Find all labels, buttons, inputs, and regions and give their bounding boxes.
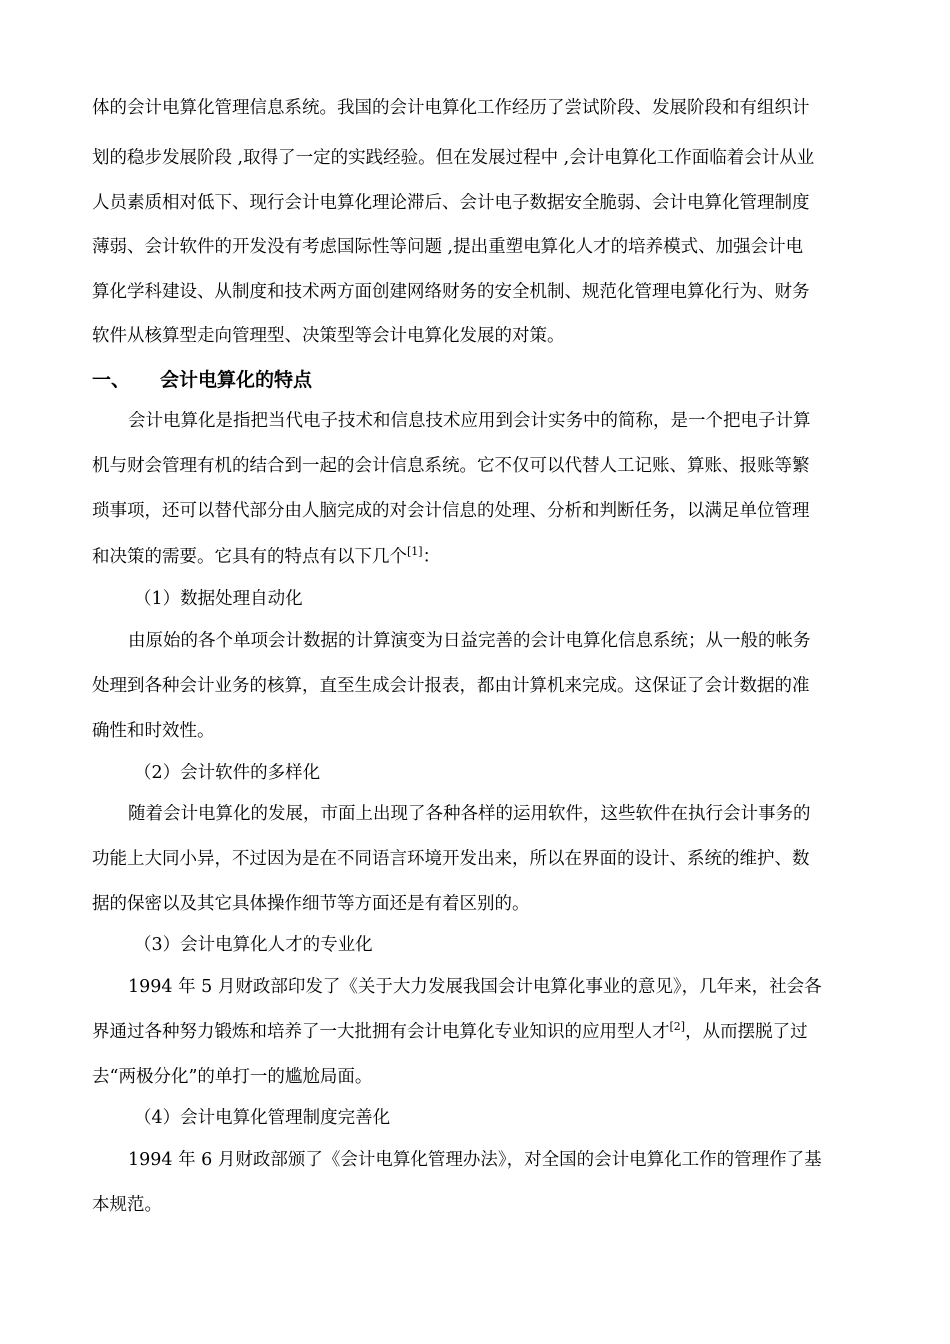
item-title: （1）数据处理自动化 — [134, 589, 303, 609]
definition-line: 机与财会管理有机的结合到一起的会计信息系统。它不仅可以代替人工记账、算账、报账等繁 — [92, 456, 810, 476]
citation-ref: [2] — [669, 1020, 686, 1033]
item-line: 据的保密以及其它具体操作细节等方面还是有着区别的。 — [92, 894, 530, 914]
citation-ref: [1] — [407, 545, 423, 558]
section-heading — [92, 368, 312, 392]
item-text: ，从而摆脱了过 — [685, 1022, 808, 1042]
item-line: 本规范。 — [92, 1195, 162, 1215]
definition-line: 会计电算化是指把当代电子技术和信息技术应用到会计实务中的简称，是一个把电子计算 — [128, 411, 811, 431]
intro-line: 体的会计电算化管理信息系统。我国的会计电算化工作经历了尝试阶段、发展阶段和有组织计 — [92, 98, 810, 118]
item-title: （4）会计电算化管理制度完善化 — [134, 1108, 391, 1128]
intro-line: 划的稳步发展阶段 ,取得了一定的实践经验。但在发展过程中 ,会计电算化工作面临着会计从业 — [92, 148, 815, 168]
item-line: 处理到各种会计业务的核算，直至生成会计报表，都由计算机来完成。这保证了会计数据的准 — [92, 676, 810, 696]
section-title: 会计电算化的特点 — [160, 369, 313, 391]
item-title: （3）会计电算化人才的专业化 — [134, 935, 373, 955]
item-line: 功能上大同小异，不过因为是在不同语言环境开发出来，所以在界面的设计、系统的维护、数 — [92, 849, 810, 869]
item-line — [92, 1021, 808, 1043]
item-title: （2）会计软件的多样化 — [134, 763, 321, 783]
definition-text: 和决策的需要。它具有的特点有以下几个 — [92, 547, 407, 567]
definition-punct: ： — [422, 547, 441, 567]
item-line: 确性和时效性。 — [92, 721, 215, 741]
intro-line: 软件从核算型走向管理型、决策型等会计电算化发展的对策。 — [92, 326, 565, 346]
intro-line: 人员素质相对低下、现行会计电算化理论滞后、会计电子数据安全脆弱、会计电算化管理制度 — [92, 193, 810, 213]
intro-line: 薄弱、会计软件的开发没有考虑国际性等问题 ,提出重塑电算化人才的培养模式、加强会计电 — [92, 237, 804, 257]
item-line: 由原始的各个单项会计数据的计算演变为日益完善的会计电算化信息系统；从一般的帐务 — [128, 631, 811, 651]
intro-line: 算化学科建设、从制度和技术两方面创建网络财务的安全机制、规范化管理电算化行为、财务 — [92, 282, 810, 302]
definition-line — [92, 546, 440, 568]
item-line: 1994 年 6 月财政部颁了《会计电算化管理办法》，对全国的会计电算化工作的管理作了基 — [128, 1150, 822, 1170]
item-line: 1994 年 5 月财政部印发了《关于大力发展我国会计电算化事业的意见》，几年来，社会各 — [128, 977, 822, 997]
definition-line: 琐事项，还可以替代部分由人脑完成的对会计信息的处理、分析和判断任务，以满足单位管理 — [92, 501, 810, 521]
item-line: 随着会计电算化的发展，市面上出现了各种各样的运用软件，这些软件在执行会计事务的 — [128, 804, 811, 824]
item-text: 界通过各种努力锻炼和培养了一大批拥有会计电算化专业知识的应用型人才 — [92, 1022, 670, 1042]
section-number: 一、 — [92, 369, 131, 391]
item-line: 去“两极分化”的单打一的尴尬局面。 — [92, 1067, 373, 1087]
